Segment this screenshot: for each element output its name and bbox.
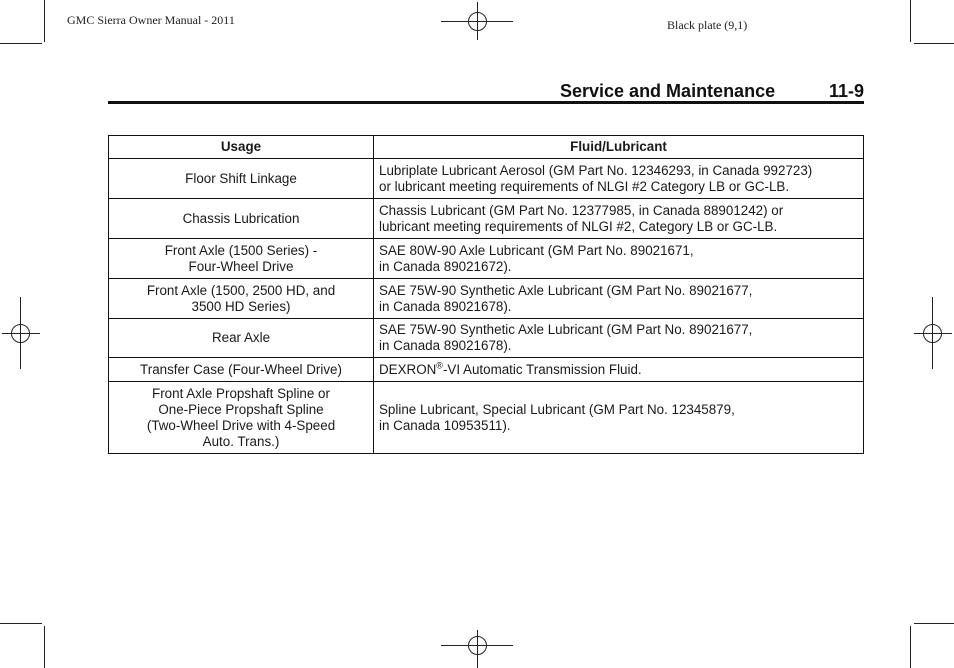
usage-text: Auto. Trans.) bbox=[202, 433, 280, 449]
table-row bbox=[109, 159, 864, 199]
fluid-text: SAE 75W-90 Synthetic Axle Lubricant (GM Part No. 89021677, bbox=[379, 282, 753, 298]
fluid-text-prefix: DEXRON bbox=[379, 361, 437, 377]
section-title: Service and Maintenance bbox=[560, 81, 776, 101]
crop-mark bbox=[910, 626, 911, 668]
column-header-usage: Usage bbox=[109, 136, 374, 159]
usage-text: (Two-Wheel Drive with 4-Speed bbox=[146, 417, 336, 433]
fluid-text: or lubricant meeting requirements of NLGI #2 Category LB or GC-LB. bbox=[379, 178, 790, 194]
fluid-text: SAE 80W-90 Axle Lubricant (GM Part No. 89021671, bbox=[379, 242, 694, 258]
usage-text: Floor Shift Linkage bbox=[185, 170, 297, 186]
fluid-text: in Canada 10953511). bbox=[379, 417, 511, 433]
usage-text: Transfer Case (Four-Wheel Drive) bbox=[140, 361, 342, 377]
usage-text: One-Piece Propshaft Spline bbox=[158, 401, 324, 417]
usage-cell bbox=[109, 319, 374, 358]
usage-text: Rear Axle bbox=[211, 330, 271, 345]
table-header-row bbox=[109, 136, 864, 159]
crop-mark bbox=[0, 623, 42, 624]
fluid-cell bbox=[374, 239, 864, 279]
table-row bbox=[109, 319, 864, 358]
usage-text: Front Axle (1500 Series) - bbox=[164, 242, 318, 258]
table-row bbox=[109, 239, 864, 279]
usage-cell bbox=[109, 199, 374, 239]
usage-cell bbox=[109, 279, 374, 319]
fluid-cell bbox=[374, 159, 864, 199]
fluid-cell bbox=[374, 199, 864, 239]
fluid-text bbox=[379, 362, 857, 378]
crop-mark bbox=[0, 43, 42, 44]
crop-mark bbox=[914, 623, 954, 624]
crop-mark bbox=[44, 0, 45, 42]
lubricant-table bbox=[108, 135, 864, 454]
usage-cell bbox=[109, 239, 374, 279]
usage-text: Front Axle Propshaft Spline or bbox=[152, 385, 330, 401]
fluid-text-suffix: -VI Automatic Transmission Fluid. bbox=[442, 361, 642, 377]
fluid-text: Spline Lubricant, Special Lubricant (GM Part No. 12345879, bbox=[379, 401, 735, 417]
fluid-text: SAE 75W-90 Synthetic Axle Lubricant (GM Part No. 89021677, bbox=[379, 322, 753, 337]
usage-text: 3500 HD Series) bbox=[191, 298, 291, 314]
fluid-text: in Canada 89021678). bbox=[379, 338, 512, 353]
usage-text: Chassis Lubrication bbox=[182, 210, 300, 226]
fluid-text: Lubriplate Lubricant Aerosol (GM Part No. 12346293, in Canada 992723) bbox=[379, 162, 813, 178]
manual-title: GMC Sierra Owner Manual - 2011 bbox=[67, 13, 235, 27]
plate-label: Black plate (9,1) bbox=[667, 18, 748, 32]
section-header bbox=[560, 80, 864, 102]
header-rule bbox=[108, 101, 864, 104]
usage-cell bbox=[109, 358, 374, 382]
fluid-cell bbox=[374, 319, 864, 358]
crop-mark bbox=[914, 43, 954, 44]
usage-text: Four-Wheel Drive bbox=[188, 258, 294, 274]
fluid-text: in Canada 89021672). bbox=[379, 258, 512, 274]
registered-mark: ® bbox=[436, 360, 443, 371]
table-row bbox=[109, 199, 864, 239]
column-header-fluid: Fluid/Lubricant bbox=[374, 136, 864, 159]
fluid-text: Chassis Lubricant (GM Part No. 12377985, in Canada 88901242) or bbox=[379, 202, 784, 218]
fluid-text: in Canada 89021678). bbox=[379, 298, 512, 314]
table-row bbox=[109, 279, 864, 319]
crop-mark bbox=[910, 0, 911, 42]
fluid-text: lubricant meeting requirements of NLGI #2, Category LB or GC-LB. bbox=[379, 218, 778, 234]
usage-cell bbox=[109, 159, 374, 199]
fluid-cell bbox=[374, 382, 864, 454]
usage-text: Front Axle (1500, 2500 HD, and bbox=[146, 282, 336, 298]
table-row bbox=[109, 358, 864, 382]
fluid-cell bbox=[374, 279, 864, 319]
table-row bbox=[109, 382, 864, 454]
usage-cell bbox=[109, 382, 374, 454]
crop-mark bbox=[44, 626, 45, 668]
fluid-cell bbox=[374, 358, 864, 382]
page-number: 11-9 bbox=[828, 81, 864, 101]
